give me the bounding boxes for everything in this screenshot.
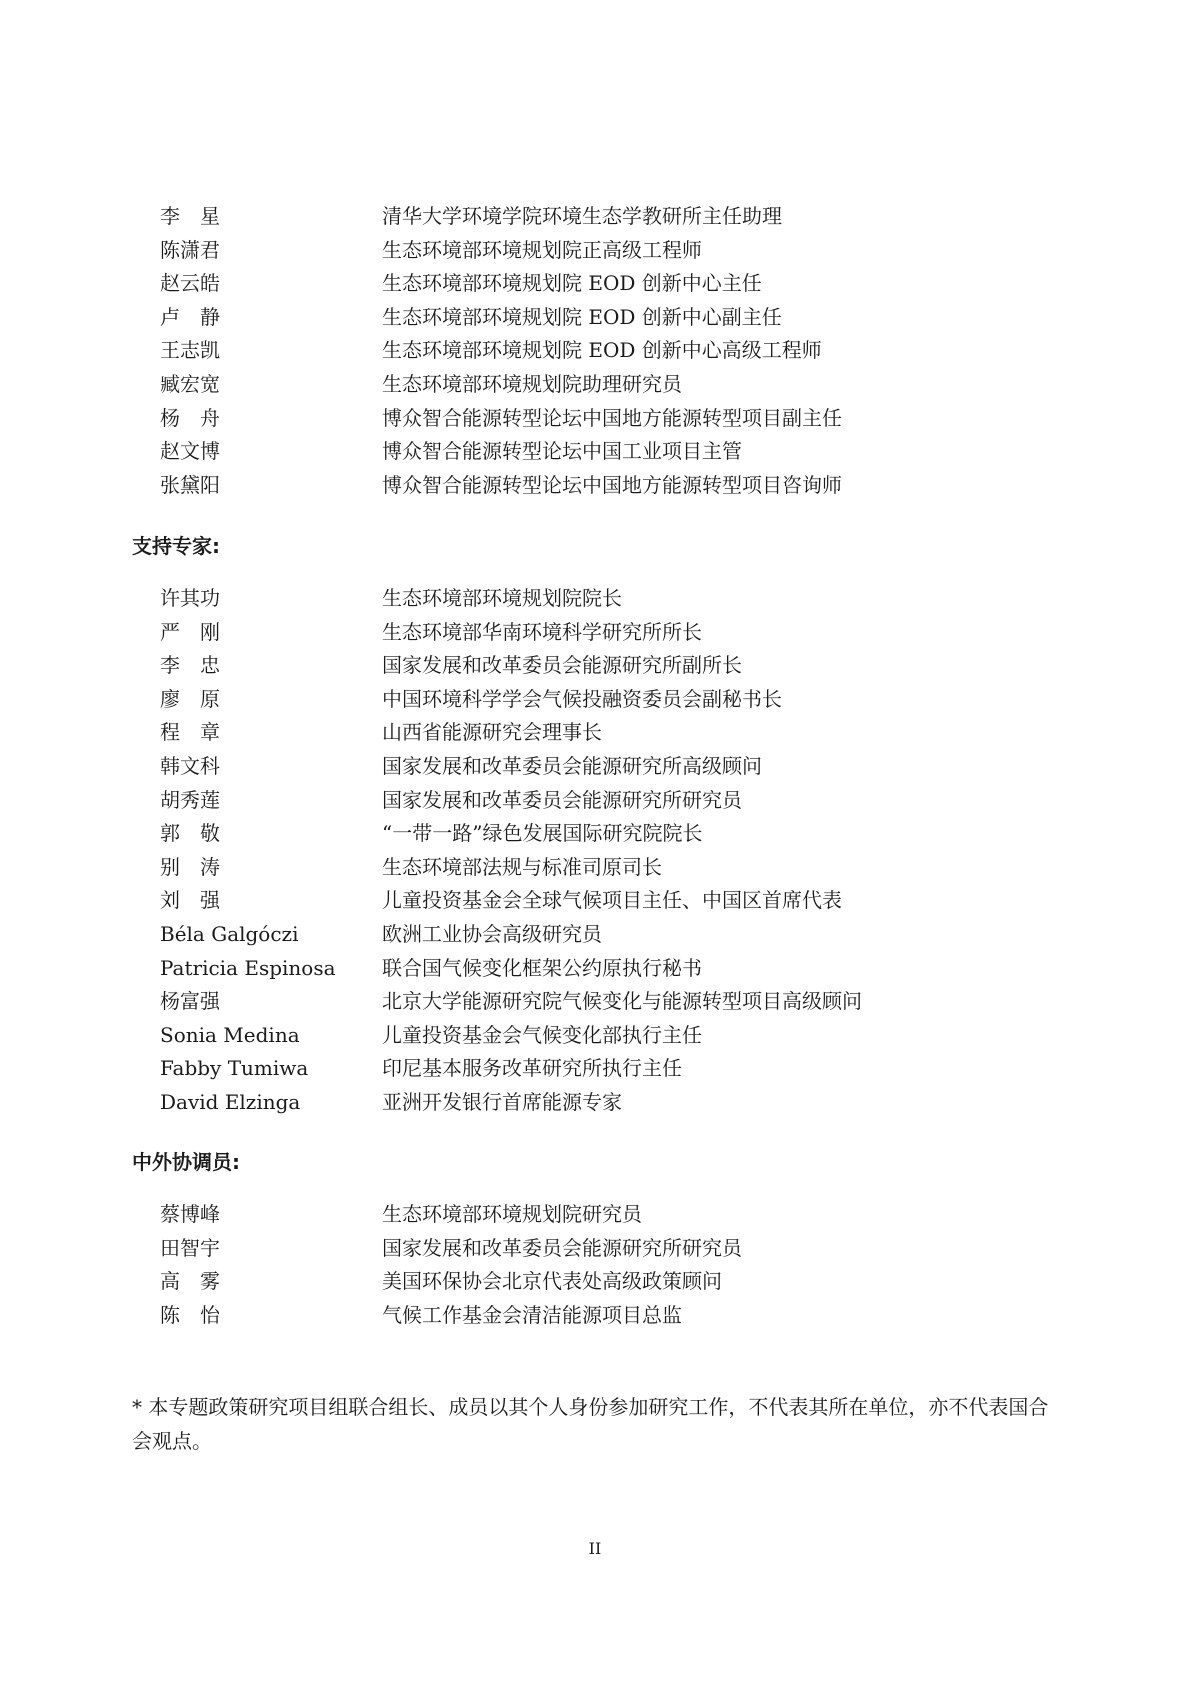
- expert-name: 许其功: [160, 586, 220, 610]
- member-affiliation: 博众智合能源转型论坛中国地方能源转型项目咨询师: [382, 472, 842, 497]
- coordinators-list: [160, 1198, 1060, 1332]
- expert-name: 郭 敬: [160, 821, 220, 846]
- expert-affiliation: 生态环境部华南环境科学研究所所长: [382, 619, 702, 644]
- member-name: 赵文博: [160, 439, 220, 464]
- expert-name: David Elzinga: [160, 1089, 301, 1114]
- coordinator-affiliation: 美国环保协会北京代表处高级政策顾问: [382, 1269, 722, 1294]
- expert-affiliation: 联合国气候变化框架公约原执行秘书: [382, 955, 702, 980]
- coordinator-row: [160, 1232, 1060, 1266]
- member-name: 王志凯: [160, 338, 220, 363]
- coordinator-row: [160, 1299, 1060, 1333]
- expert-name: 别 涛: [160, 854, 220, 879]
- member-name: 张黛阳: [160, 472, 220, 497]
- member-affiliation: 清华大学环境学院环境生态学教研所主任助理: [382, 204, 782, 228]
- member-row: [160, 435, 1060, 469]
- expert-affiliation: 北京大学能源研究院气候变化与能源转型项目高级顾问: [382, 989, 862, 1014]
- disclaimer-footnote: * 本专题政策研究项目组联合组长、成员以其个人身份参加研究工作，不代表其所在单位，亦不代表国合会观点。: [132, 1395, 1049, 1453]
- member-name: 卢 静: [160, 304, 220, 329]
- member-name: 赵云皓: [160, 271, 220, 296]
- expert-name: 严 刚: [160, 619, 220, 644]
- expert-row: [160, 985, 1060, 1019]
- coordinator-name: 高 雾: [160, 1269, 220, 1294]
- member-affiliation: 生态环境部环境规划院 EOD 创新中心副主任: [382, 304, 782, 329]
- member-affiliation: 博众智合能源转型论坛中国地方能源转型项目副主任: [382, 405, 842, 430]
- coordinator-name: 陈 怡: [160, 1302, 220, 1327]
- member-row: [160, 402, 1060, 436]
- expert-row: [160, 884, 1060, 918]
- member-affiliation: 生态环境部环境规划院 EOD 创新中心高级工程师: [382, 338, 822, 363]
- expert-row: [160, 649, 1060, 683]
- expert-row: [160, 750, 1060, 784]
- expert-name: Fabby Tumiwa: [160, 1056, 309, 1081]
- coordinator-affiliation: 生态环境部环境规划院研究员: [382, 1202, 642, 1226]
- member-list: [160, 200, 1060, 502]
- expert-row: [160, 582, 1060, 616]
- expert-row: [160, 1052, 1060, 1086]
- expert-affiliation: 山西省能源研究会理事长: [382, 720, 602, 745]
- expert-affiliation: 中国环境科学学会气候投融资委员会副秘书长: [382, 686, 782, 711]
- member-name: 陈潇君: [160, 237, 220, 262]
- expert-affiliation: 儿童投资基金会气候变化部执行主任: [382, 1022, 702, 1047]
- member-row: [160, 469, 1060, 503]
- expert-name: 杨富强: [160, 989, 220, 1014]
- expert-row: [160, 817, 1060, 851]
- member-name: 李 星: [160, 204, 220, 228]
- expert-row: [160, 1086, 1060, 1120]
- support-experts-list: [160, 582, 1060, 1120]
- expert-affiliation: 印尼基本服务改革研究所执行主任: [382, 1056, 682, 1081]
- expert-name: Béla Galgóczi: [160, 921, 299, 946]
- expert-affiliation: 欧洲工业协会高级研究员: [382, 921, 602, 946]
- member-name: 臧宏宽: [160, 371, 220, 396]
- member-row: [160, 301, 1060, 335]
- expert-affiliation: 国家发展和改革委员会能源研究所研究员: [382, 787, 742, 812]
- coordinator-affiliation: 国家发展和改革委员会能源研究所研究员: [382, 1235, 742, 1260]
- member-name: 杨 舟: [160, 405, 220, 430]
- coordinator-affiliation: 气候工作基金会清洁能源项目总监: [382, 1302, 682, 1327]
- expert-affiliation: 国家发展和改革委员会能源研究所高级顾问: [382, 753, 762, 778]
- expert-name: 韩文科: [160, 753, 220, 778]
- member-row: [160, 234, 1060, 268]
- expert-affiliation: 亚洲开发银行首席能源专家: [382, 1089, 622, 1114]
- member-affiliation: 生态环境部环境规划院 EOD 创新中心主任: [382, 271, 762, 296]
- expert-row: [160, 918, 1060, 952]
- expert-row: [160, 1019, 1060, 1053]
- coordinator-name: 田智宇: [160, 1235, 220, 1260]
- expert-row: [160, 952, 1060, 986]
- support-experts-heading: 支持专家:: [132, 534, 220, 558]
- expert-name: Sonia Medina: [160, 1022, 300, 1047]
- member-affiliation: 博众智合能源转型论坛中国工业项目主管: [382, 439, 742, 464]
- member-row: [160, 368, 1060, 402]
- expert-row: [160, 683, 1060, 717]
- member-row: [160, 334, 1060, 368]
- expert-affiliation: “一带一路”绿色发展国际研究院院长: [382, 821, 703, 846]
- member-affiliation: 生态环境部环境规划院助理研究员: [382, 371, 682, 396]
- member-row: [160, 200, 1060, 234]
- expert-affiliation: 国家发展和改革委员会能源研究所副所长: [382, 653, 742, 678]
- expert-name: 李 忠: [160, 653, 220, 678]
- member-affiliation: 生态环境部环境规划院正高级工程师: [382, 237, 702, 262]
- expert-name: 胡秀莲: [160, 787, 220, 812]
- expert-name: 廖 原: [160, 686, 220, 711]
- expert-row: [160, 716, 1060, 750]
- expert-name: 程 章: [160, 720, 220, 745]
- expert-row: [160, 784, 1060, 818]
- coordinator-name: 蔡博峰: [160, 1202, 220, 1226]
- expert-affiliation: 生态环境部法规与标准司原司长: [382, 854, 662, 879]
- expert-row: [160, 616, 1060, 650]
- expert-name: 刘 强: [160, 888, 220, 913]
- member-row: [160, 267, 1060, 301]
- coordinator-row: [160, 1265, 1060, 1299]
- expert-name: Patricia Espinosa: [160, 955, 336, 980]
- expert-affiliation: 儿童投资基金会全球气候项目主任、中国区首席代表: [382, 888, 842, 913]
- expert-row: [160, 851, 1060, 885]
- expert-affiliation: 生态环境部环境规划院院长: [382, 586, 622, 610]
- coordinators-heading: 中外协调员:: [132, 1150, 240, 1174]
- coordinator-row: [160, 1198, 1060, 1232]
- page-number: II: [588, 1539, 602, 1558]
